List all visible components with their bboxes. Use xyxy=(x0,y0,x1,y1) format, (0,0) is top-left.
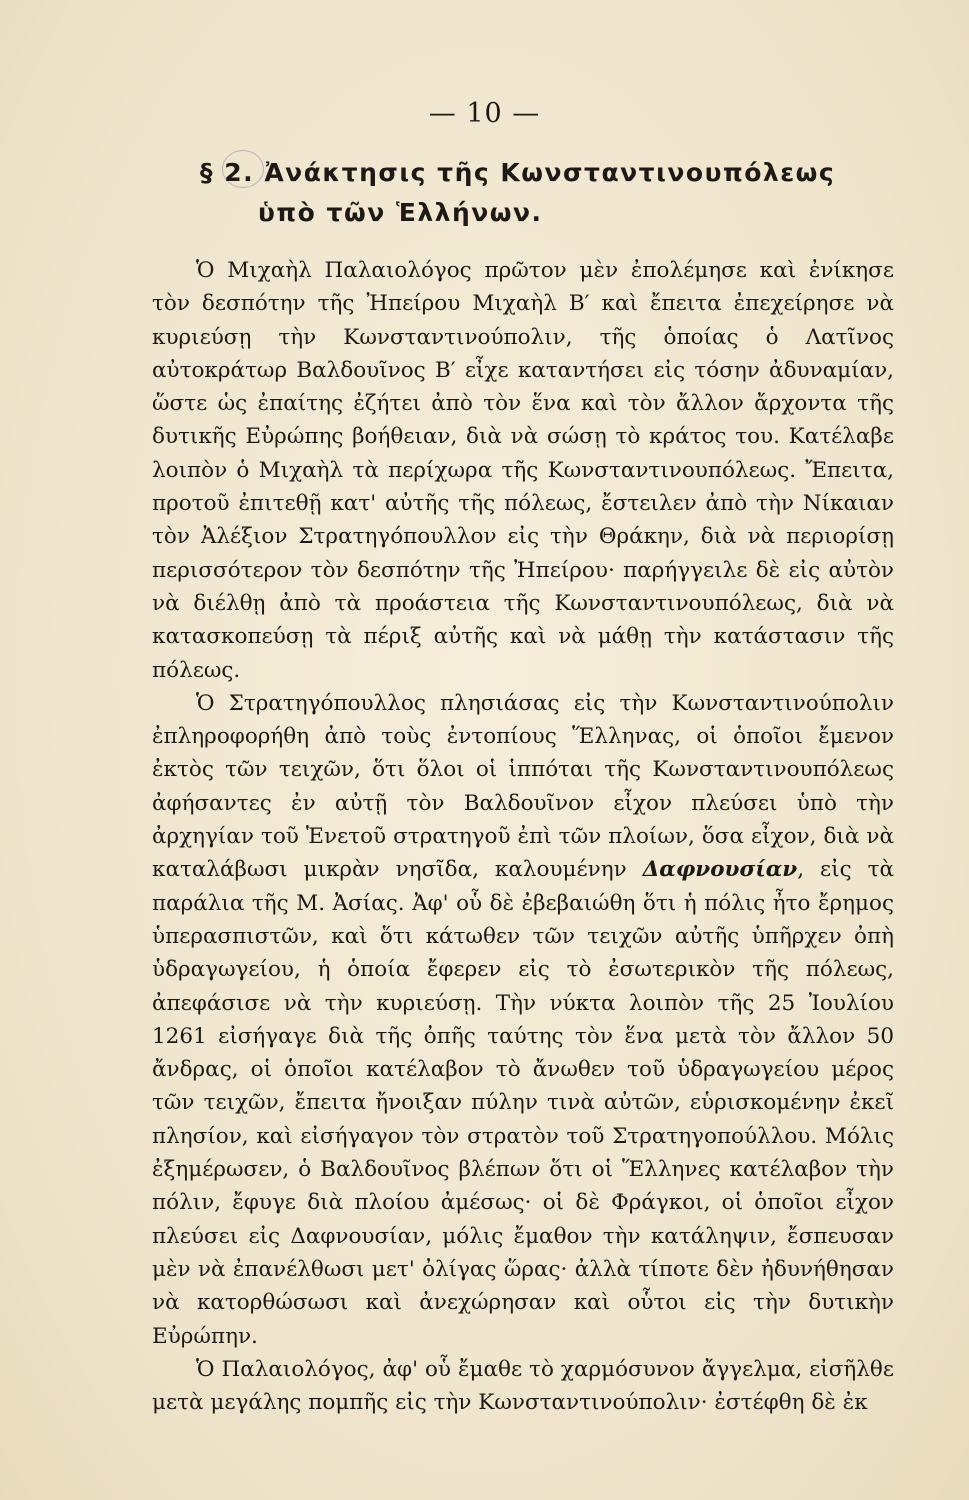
section-title-line1: Ἀνάκτησις τῆς Κωνσταντινουπόλεως xyxy=(264,158,836,187)
paragraph-3 xyxy=(152,1353,894,1420)
paragraph-text: Ὁ Στρατηγόπουλλος πλησιάσας εἰς τὴν Κωνσταντινούπολιν ἐπληροφορήθη ἀπὸ τοὺς ἐντοπίους Ἕλληνας, οἱ ὁποῖοι ἔμενον ἐκτὸς τῶν τειχῶν, ὅτι ὅλοι οἱ ἱππόται τῆς Κωνσταντινουπόλεως ἀφήσαντες ἐν αὐτῇ τὸν Βαλδουῖνον εἶχον πλεύσει ὑπὸ τὴν ἀρχηγίαν τοῦ Ἑνετοῦ στρατηγοῦ ἐπὶ τῶν πλοίων, ὅσα εἶχον, διὰ νὰ καταλάβωσι μικρὰν νησῖδα, καλουμένην xyxy=(152,690,894,883)
paragraph-1 xyxy=(152,254,894,687)
paragraph-text: , εἰς τὰ παράλια τῆς Μ. Ἀσίας. Ἀφ' οὗ δὲ ἐβεβαιώθη ὅτι ἡ πόλις ἦτο ἔρημος ὑπερασπιστῶν, καὶ ὅτι κάτωθεν τῶν τειχῶν αὐτῆς ὑπῆρχεν ὀπὴ ὑδραγωγείου, ἡ ὁποία ἔφερεν εἰς τὸ ἐσωτερικὸν τῆς πόλεως, ἀπεφάσισε νὰ τὴν κυριεύσῃ. Τὴν νύκτα λοιπὸν τῆς 25 Ἰουλίου 1261 εἰσήγαγε διὰ τῆς ὀπῆς ταύτης τὸν ἕνα μετὰ τὸν ἄλλον 50 ἄνδρας, οἱ ὁποῖοι κατέλαβον τὸ ἄνωθεν τοῦ ὑδραγωγείου μέρος τῶν τειχῶν, ἔπειτα ἤνοιξαν πύλην τινὰ αὐτῶν, εὑρισκομένην ἐκεῖ πλησίον, καὶ εἰσήγαγον τὸν στρατὸν τοῦ Στρατηγοπούλλου. Μόλις ἐξημέρωσεν, ὁ Βαλδουῖνος βλέπων ὅτι οἱ Ἕλληνες κατέλαβον τὴν πόλιν, ἔφυγε διὰ πλοίου ἀμέσως· οἱ δὲ Φράγκοι, οἱ ὁποῖοι εἶχον πλεύσει εἰς Δαφνουσίαν, μόλις ἔμαθον τὴν κατάληψιν, ἔσπευσαν μὲν νὰ ἐπανέλθωσι μετ' ὀλίγας ὥρας· ἀλλὰ τίποτε δὲν ἠδυνήθησαν νὰ κατορθώσωσι καὶ ἀνεχώρησαν καὶ οὗτοι εἰς τὴν δυτικὴν Εὐρώπην. xyxy=(152,857,894,1349)
emphasized-place-name: Δαφνουσίαν xyxy=(642,857,798,883)
section-title-line2: ὑπὸ τῶν Ἑλλήνων. xyxy=(258,198,543,227)
paragraph-text: Ὁ Παλαιολόγος, ἀφ' οὗ ἔμαθε τὸ χαρμόσυνον ἄγγελμα, εἰσῆλθε μετὰ μεγάλης πομπῆς εἰς τὴν Κωνσταντινούπολιν· ἐστέφθη δὲ ἐκ xyxy=(152,1356,894,1416)
paragraph-2 xyxy=(152,687,894,1353)
section-mark: § 2. xyxy=(200,158,255,187)
section-heading xyxy=(200,153,840,233)
paragraph-text: Ὁ Μιχαὴλ Παλαιολόγος πρῶτον μὲν ἐπολέμησε καὶ ἐνίκησε τὸν δεσπότην τῆς Ἠπείρου Μιχαὴλ Β′ καὶ ἔπειτα ἐπεχείρησε νὰ κυριεύσῃ τὴν Κωνσταντινούπολιν, τῆς ὁποίας ὁ Λατῖνος αὐτοκράτωρ Βαλδουῖνος Β′ εἶχε καταντήσει εἰς τόσην ἀδυναμίαν, ὥστε ὡς ἐπαίτης ἐζήτει ἀπὸ τὸν ἕνα καὶ τὸν ἄλλον ἄρχοντα τῆς δυτικῆς Εὐρώπης βοήθειαν, διὰ νὰ σώσῃ τὸ κράτος του. Κατέλαβε λοιπὸν ὁ Μιχαὴλ τὰ περίχωρα τῆς Κωνσταντινουπόλεως. Ἔπειτα, προτοῦ ἐπιτεθῇ κατ' αὐτῆς τῆς πόλεως, ἔστειλεν ἀπὸ τὴν Νίκαιαν τὸν Ἀλέξιον Στρατηγόπουλλον εἰς τὴν Θράκην, διὰ νὰ περιορίσῃ περισσότερον τὸν δεσπότην τῆς Ἠπείρου· παρήγγειλε δὲ εἰς αὐτὸν νὰ διέλθῃ ἀπὸ τὰ προάστεια τῆς Κωνσταντινουπόλεως, διὰ νὰ κατασκοπεύσῃ τὰ πέριξ αὐτῆς καὶ νὰ μάθῃ τὴν κατάστασιν τῆς πόλεως. xyxy=(152,258,894,683)
page-number: — 10 — xyxy=(428,98,541,129)
body-text xyxy=(152,254,894,1419)
